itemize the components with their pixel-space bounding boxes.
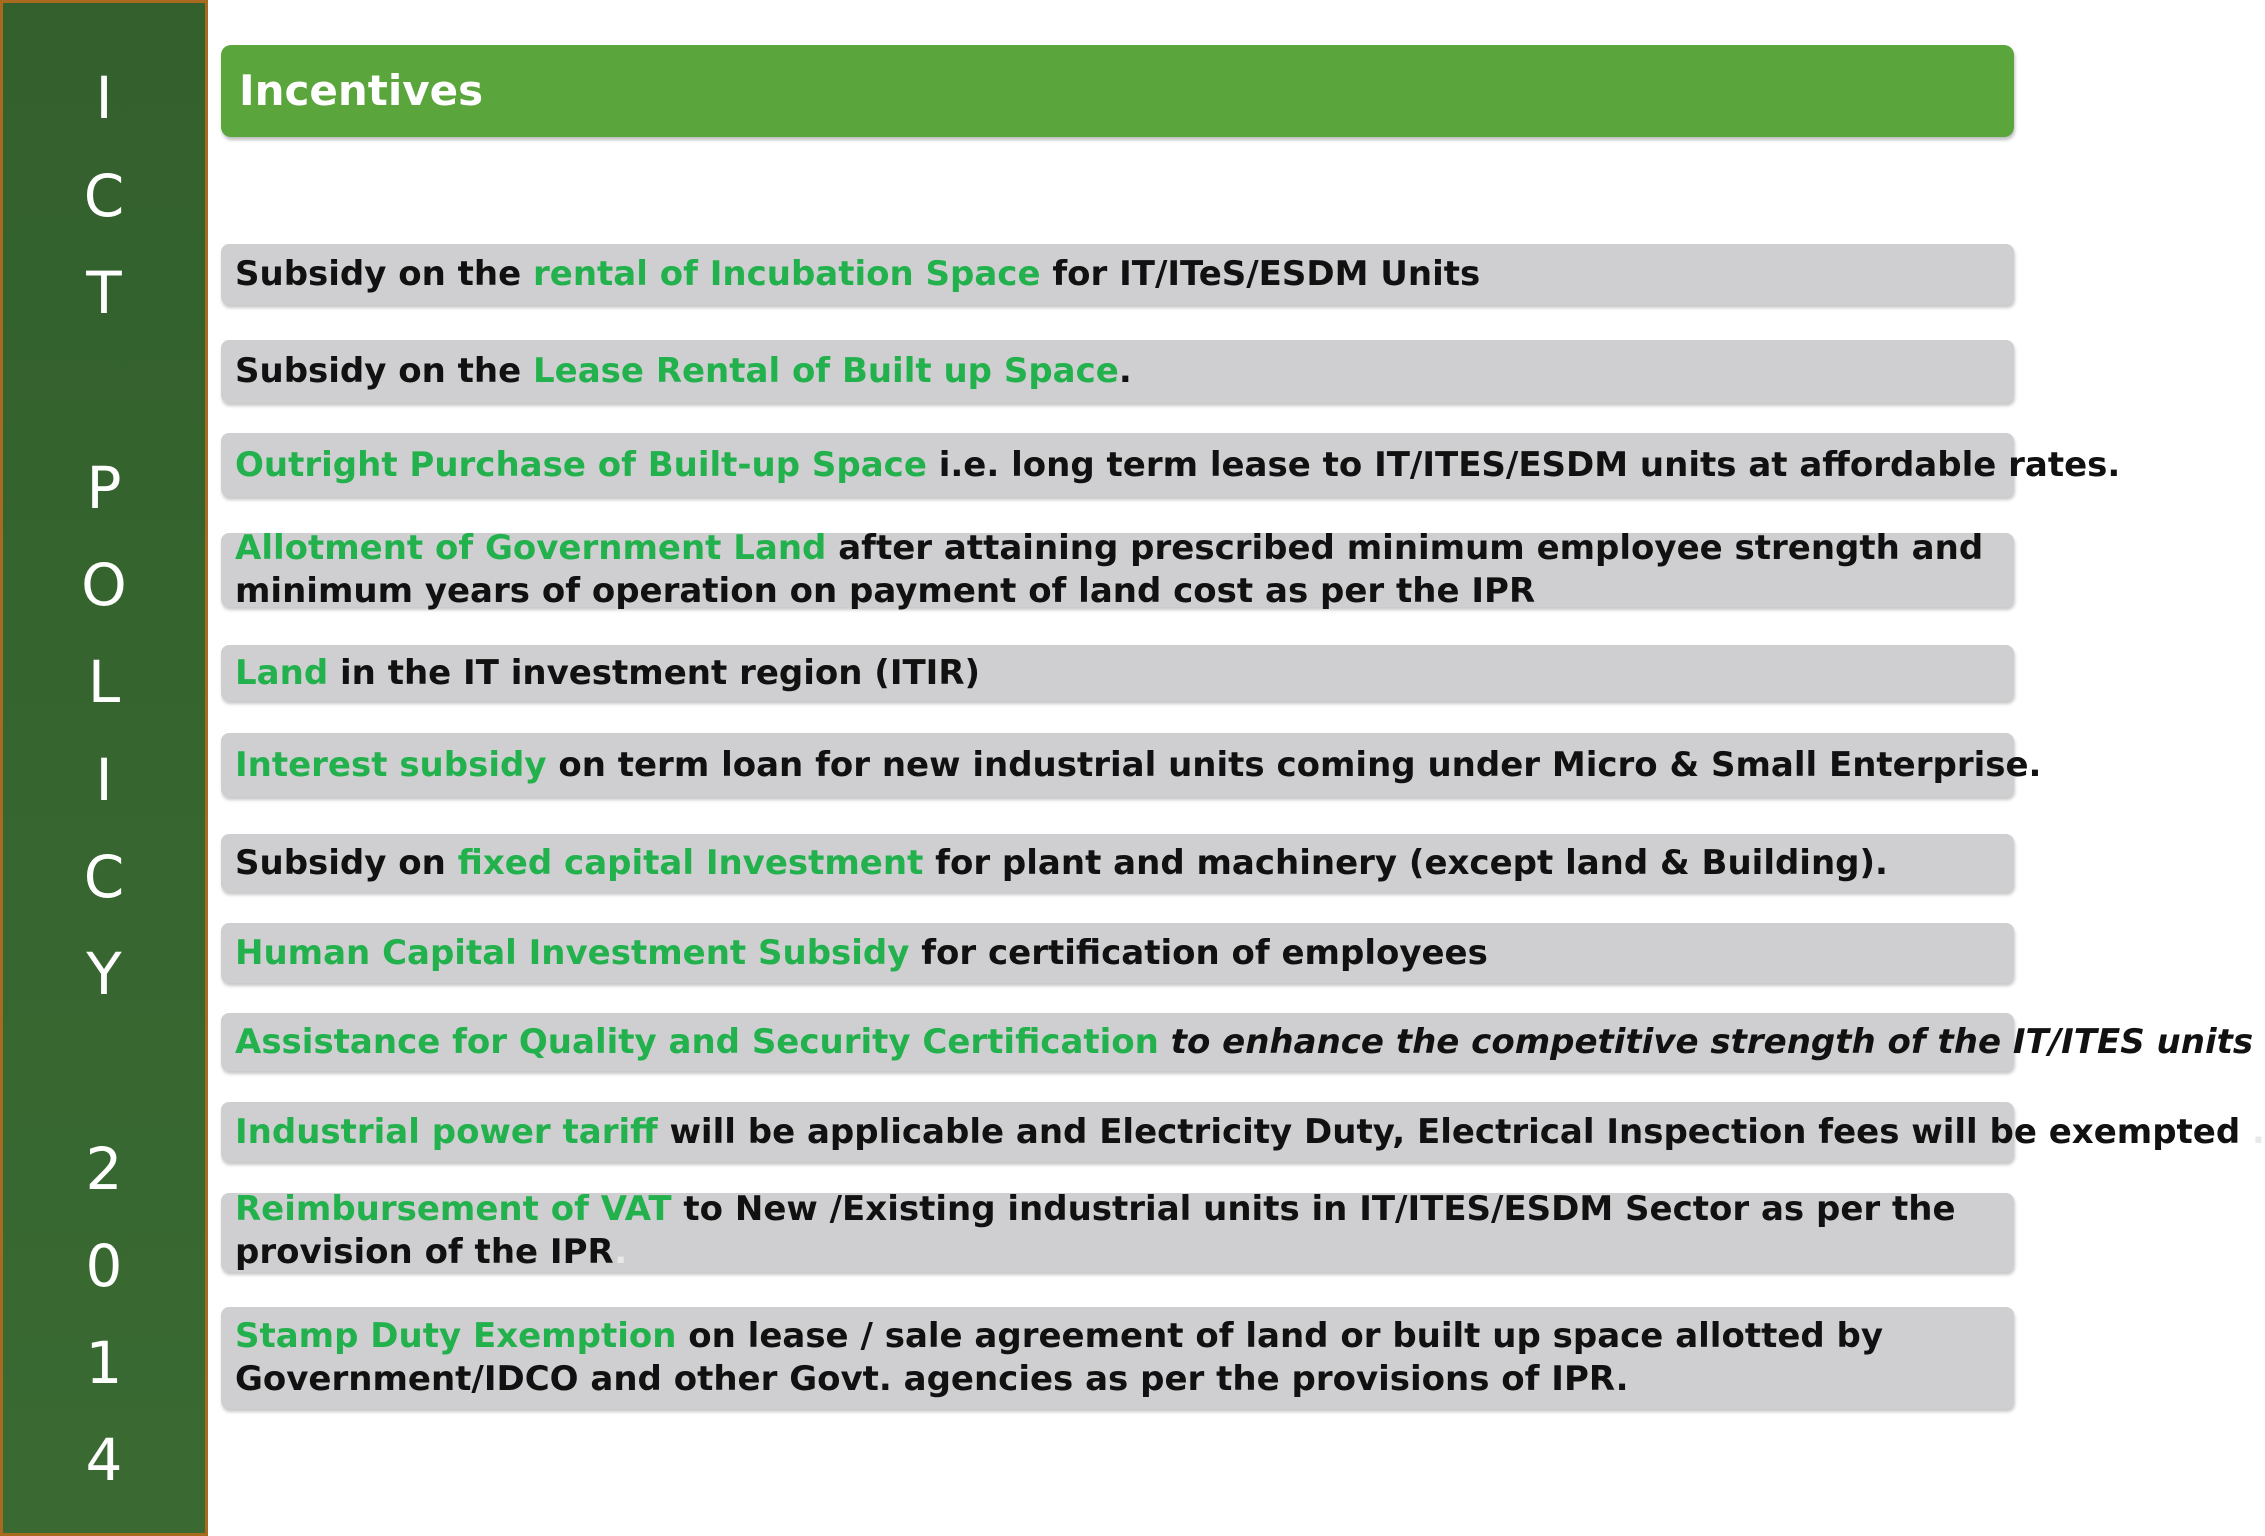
incentive-text-part: for certification of employees bbox=[909, 932, 1488, 973]
sidebar-letter: C bbox=[83, 162, 125, 230]
incentive-text-part: in the IT investment region (ITIR) bbox=[328, 652, 981, 693]
incentive-highlight: Land bbox=[235, 652, 329, 693]
incentive-item bbox=[221, 528, 2014, 611]
incentive-text bbox=[235, 744, 2041, 787]
incentive-text-part: on term loan for new industrial units coming under Micro & Small Enterprise. bbox=[546, 744, 2042, 785]
incentive-highlight: Reimbursement of VAT bbox=[235, 1189, 672, 1229]
incentive-text-part: to enhance the competitive strength of the IT/ITES units bbox=[1158, 1021, 2254, 1062]
incentive-item bbox=[221, 834, 2014, 892]
incentive-text-part: . bbox=[2240, 1111, 2265, 1152]
incentive-item bbox=[221, 1013, 2254, 1071]
incentive-text bbox=[235, 350, 1132, 393]
sidebar-letter: 0 bbox=[85, 1232, 123, 1300]
sidebar-letter: 1 bbox=[85, 1329, 123, 1397]
incentive-highlight: rental of Incubation Space bbox=[533, 254, 1041, 294]
sidebar-letter: 4 bbox=[85, 1426, 123, 1494]
vertical-title-sidebar bbox=[0, 0, 208, 1536]
incentive-highlight: Allotment of Government Land bbox=[235, 528, 827, 568]
sidebar-letter: I bbox=[95, 64, 113, 132]
title-banner bbox=[221, 45, 2014, 137]
sidebar-letter: O bbox=[81, 551, 127, 619]
incentive-text-part: will be applicable and Electricity Duty, Electrical Inspection fees will be exempted bbox=[657, 1111, 2241, 1152]
sidebar-letter: 2 bbox=[85, 1135, 123, 1203]
sidebar-letter: L bbox=[87, 648, 121, 716]
incentive-text bbox=[235, 253, 1480, 296]
incentive-highlight: Industrial power tariff bbox=[235, 1111, 658, 1152]
incentive-text bbox=[235, 444, 2120, 487]
incentive-text bbox=[235, 1111, 2265, 1154]
sidebar-letter: P bbox=[86, 454, 122, 522]
incentive-highlight: fixed capital Investment bbox=[457, 842, 924, 883]
incentive-text-part: Subsidy on bbox=[235, 842, 458, 883]
incentive-text bbox=[235, 1315, 2000, 1401]
incentive-highlight: Stamp Duty Exemption bbox=[235, 1316, 677, 1356]
incentive-text-part: . bbox=[614, 1232, 628, 1272]
incentive-text-part: for plant and machinery (except land & Building). bbox=[923, 842, 1888, 883]
incentive-highlight: Lease Rental of Built up Space bbox=[533, 351, 1119, 391]
incentive-item bbox=[221, 1189, 2014, 1272]
incentive-text-part: . bbox=[1118, 351, 1132, 391]
sidebar-letter: C bbox=[83, 843, 125, 911]
incentive-item bbox=[221, 923, 2014, 983]
incentive-highlight: Assistance for Quality and Security Certification bbox=[235, 1021, 1159, 1062]
incentive-highlight: Interest subsidy bbox=[235, 744, 547, 785]
incentive-highlight: Human Capital Investment Subsidy bbox=[235, 932, 910, 973]
incentive-item bbox=[221, 340, 2014, 403]
incentive-text-part: Subsidy on the bbox=[235, 351, 534, 391]
incentive-item bbox=[221, 1307, 2014, 1409]
incentive-text bbox=[235, 1021, 2253, 1064]
page-title: Incentives bbox=[239, 66, 484, 115]
sidebar-letter: I bbox=[95, 746, 113, 814]
incentive-item bbox=[221, 1102, 2265, 1162]
incentive-text-part: after attaining prescribed minimum employee strength and minimum years of operation on payment of land cost as per the IPR bbox=[235, 528, 1984, 611]
incentive-item bbox=[221, 244, 2014, 305]
incentive-text-part: on lease / sale agreement of land or built up space allotted by Government/IDCO and other Govt. agencies as per the provisions of IPR. bbox=[235, 1316, 1884, 1399]
incentive-text-part: to New /Existing industrial units in IT/ITES/ESDM Sector as per the provision of the IPR bbox=[235, 1189, 1956, 1272]
incentive-text bbox=[235, 1188, 2000, 1274]
incentive-text bbox=[235, 842, 1888, 885]
incentive-text bbox=[235, 527, 2000, 613]
incentive-text-part: Subsidy on the bbox=[235, 254, 534, 294]
incentive-highlight: Outright Purchase of Built-up Space bbox=[235, 444, 927, 485]
incentive-item bbox=[221, 433, 2121, 497]
sidebar-letter: Y bbox=[86, 940, 122, 1008]
incentive-text bbox=[235, 932, 1488, 975]
incentive-item bbox=[221, 645, 2014, 701]
sidebar-letter: T bbox=[86, 259, 122, 327]
incentive-item bbox=[221, 733, 2042, 797]
incentive-text-part: for IT/ITeS/ESDM Units bbox=[1040, 254, 1481, 294]
incentive-text-part: i.e. long term lease to IT/ITES/ESDM units at affordable rates. bbox=[926, 444, 2121, 485]
incentive-text bbox=[235, 652, 980, 695]
